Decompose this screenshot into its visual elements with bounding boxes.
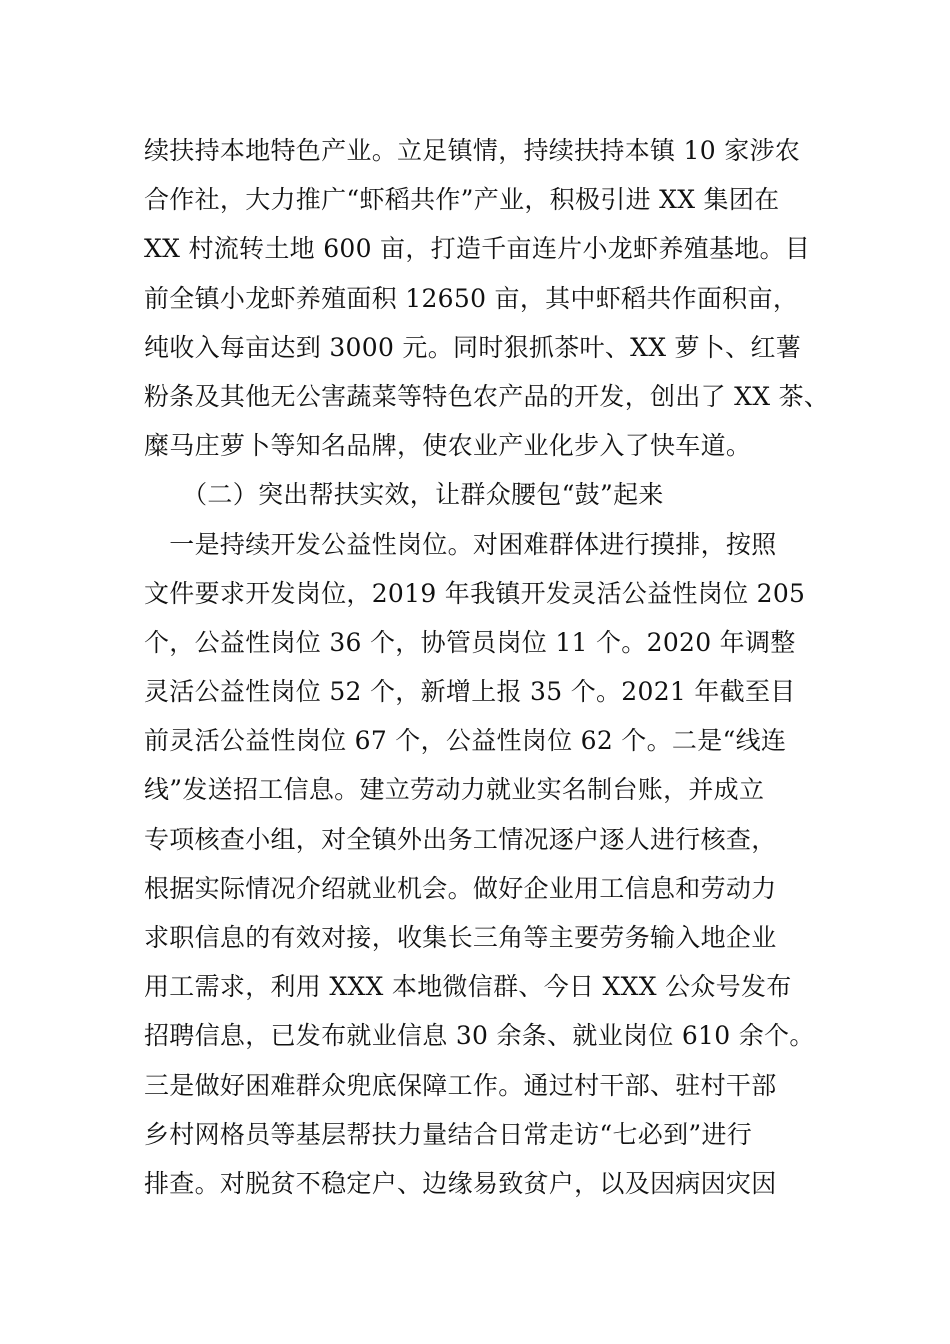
text-line: 文件要求开发岗位，2019 年我镇开发灵活公益性岗位 205 <box>144 578 806 608</box>
text-line: 合作社，大力推广“虾稻共作”产业，积极引进 XX 集团在 <box>144 185 780 215</box>
text-line: 根据实际情况介绍就业机会。做好企业用工信息和劳动力 <box>144 873 777 903</box>
text-line: 线”发送招工信息。建立劳动力就业实名制台账，并成立 <box>144 775 765 805</box>
body-text <box>144 126 844 1208</box>
section-heading: （二）突出帮扶实效，让群众腰包“鼓”起来 <box>144 480 664 510</box>
text-line: 前全镇小龙虾养殖面积 12650 亩，其中虾稻共作面积亩， <box>144 283 799 313</box>
text-line: 粉条及其他无公害蔬菜等特色农产品的开发，创出了 XX 茶、 <box>144 381 830 411</box>
text-line: 灵活公益性岗位 52 个，新增上报 35 个。2021 年截至目 <box>144 677 796 707</box>
text-line: XX 村流转土地 600 亩，打造千亩连片小龙虾养殖基地。目 <box>144 234 811 264</box>
text-line: 糜马庄萝卜等知名品牌，使农业产业化步入了快车道。 <box>144 431 752 461</box>
text-line: 续扶持本地特色产业。立足镇情，持续扶持本镇 10 家涉农 <box>144 136 801 165</box>
text-line: 个，公益性岗位 36 个，协管员岗位 11 个。2020 年调整 <box>144 627 796 657</box>
text-line: 三是做好困难群众兜底保障工作。通过村干部、驻村干部 <box>144 1070 777 1100</box>
text-line: 前灵活公益性岗位 67 个，公益性岗位 62 个。二是“线连 <box>144 726 787 756</box>
text-line: 排查。对脱贫不稳定户、边缘易致贫户，以及因病因灾因 <box>144 1168 777 1198</box>
text-line: 用工需求，利用 XXX 本地微信群、今日 XXX 公众号发布 <box>144 972 792 1002</box>
text-line: 招聘信息，已发布就业信息 30 余条、就业岗位 610 余个。 <box>144 1021 815 1051</box>
text-line: 纯收入每亩达到 3000 元。同时狠抓茶叶、XX 萝卜、红薯 <box>144 332 802 362</box>
text-line: 乡村网格员等基层帮扶力量结合日常走访“七必到”进行 <box>144 1119 753 1149</box>
text-line: 求职信息的有效对接，收集长三角等主要劳务输入地企业 <box>144 923 777 952</box>
text-line: 专项核查小组，对全镇外出务工情况逐户逐人进行核查， <box>144 824 777 854</box>
text-line: 一是持续开发公益性岗位。对困难群体进行摸排，按照 <box>144 529 777 559</box>
